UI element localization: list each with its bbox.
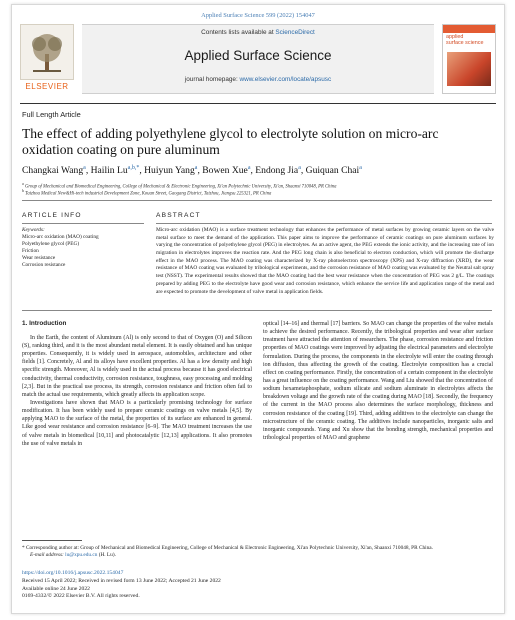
abstract-heading: ABSTRACT <box>156 212 201 219</box>
article-info-rule <box>22 223 144 224</box>
journal-masthead <box>20 24 496 102</box>
affiliation-divider <box>22 200 492 201</box>
cover-title: applied surface science <box>446 34 484 46</box>
copyright-line: 0169-4332/© 2022 Elsevier B.V. All rights reserved. <box>22 593 140 600</box>
section-heading-introduction: 1. Introduction <box>22 320 67 327</box>
journal-cover-thumbnail[interactable] <box>442 24 496 94</box>
email-note: E-mail address: lu@xpu.edu.cn (H. Lu). <box>30 552 116 559</box>
footnote-divider <box>22 540 82 541</box>
article-type: Full Length Article <box>22 110 81 119</box>
body-paragraph: Investigations have shown that MAO is a particularly promising technology for surface modification. It has been widely used to prepare ceramic coatings on valve metals [4,5]. By applying MAO to the surface of the metal, the properties of its surface are enhanced in general. Like good wear resistance and corrosion resistance [6–9]. The MAO treatment increases the use of valve metals in biomedical [10,11] and photocatalytic [12,13] applications. It also promotes the use of valve metals in <box>22 399 252 447</box>
author-email-link[interactable]: lu@xpu.edu.cn <box>65 552 98 559</box>
keyword-item[interactable]: Corrosion resistance <box>22 261 66 268</box>
keywords-block <box>22 227 142 269</box>
article-title: The effect of adding polyethylene glycol to electrolyte solution on micro-arc oxidation coating on pure aluminum <box>22 126 439 158</box>
keyword-item[interactable]: Polyethylene glycol (PEG) <box>22 240 80 247</box>
author-affiliation-marker[interactable]: a <box>83 165 86 171</box>
author-list: Changkai Wang$^a$, Hailin $Lu^{a,b,*}$, Huiyun Yang$^a$, Bowen Xue$^a$, Endong Jia$^a$, Guiquan Chai$^a$ <box>22 165 362 177</box>
available-online: Available online 24 June 2022 <box>22 585 90 592</box>
article-info-heading: ARTICLE INFO <box>22 212 82 219</box>
homepage-link[interactable]: www.elsevier.com/locate/apsusc <box>239 76 332 83</box>
journal-banner <box>82 24 434 94</box>
body-left-column <box>22 320 252 448</box>
author-name[interactable]: Bowen Xue$^a$ <box>202 165 251 177</box>
author-name[interactable]: Hailin $Lu^{a,b,*}$ <box>90 165 140 177</box>
footnotes <box>22 545 492 559</box>
cover-bar <box>443 25 495 33</box>
keyword-item[interactable]: Friction <box>22 247 39 254</box>
corresponding-author-note: * Corresponding author at: Group of Mechanical and Biomedical Engineering, College of Mechanical & Electronic Engineering, Xi'an Polytechnic University, Xi'an, Shaanxi 710048, PR China. <box>22 545 433 551</box>
keyword-item[interactable]: Micro-arc oxidation (MAO) coating <box>22 233 99 240</box>
abstract-bottom-rule <box>22 310 492 311</box>
journal-title: Applied Surface Science <box>184 48 332 63</box>
publisher-name: ELSEVIER <box>25 82 69 91</box>
body-paragraph: optical [14–16] and thermal [17] barriers. So MAO can change the properties of the valve metals to achieve the desired performance. Recently, the tribological properties and wear after surface treatment have attracted the attention of researchers. The phase, corrosion resistance and friction properties of MAO coatings were improved by adjusting the electrical parameters and electrolyte formulation. During the process, the components in the electrolyte will enter the coating through ion diffusion, thus affecting the growth of the coating. Electrolyte composition has a crucial effect on coating performance. Firstly, the concentration of a certain component in the electrolyte has a great influence on the coating performance. Wang and Liu showed that the concentration of sodium hexametaphosphate, sodium silicate and sodium aluminate in electrolytes affects the breakdown voltage and the growth rate of the coating during MAO [18]. Secondly, the frequency of the current in the MAO process also determines the surface morphology, thickness and corrosion resistance of the coating [19]. Third, adding additives to the electrolyte can change the microstructure of the ceramic coating. The additives include nanoparticles, inorganic salts and inorganic compounds. Yang and Xu show that the bonding strength, mechanical properties and tribological properties of MAO and graphene <box>263 321 493 441</box>
cover-art <box>447 52 491 86</box>
author-affiliation-marker[interactable]: a <box>247 165 251 171</box>
contents-line: Contents lists available at ScienceDirect <box>201 29 315 36</box>
affiliation-b: $^b$ Taizhou Medical New&Hi-tech industrial Development Zone, Kouan Street, Gaogang District, Taizhou, Jiangsu 225321, PR China <box>22 188 272 197</box>
body-right-column <box>263 320 493 442</box>
publisher-logo[interactable] <box>20 24 74 94</box>
author-name[interactable]: Guiquan Chai$^a$ <box>305 165 362 177</box>
journal-citation[interactable]: Applied Surface Science 599 (2022) 154047 <box>201 12 315 19</box>
author-name[interactable]: Huiyun Yang$^a$ <box>144 165 198 177</box>
author-affiliation-marker[interactable]: a <box>194 165 198 171</box>
author-affiliation-marker[interactable]: a <box>359 165 362 171</box>
keywords-label: Keywords: <box>22 227 45 233</box>
author-affiliation-marker[interactable]: a,b,* <box>127 165 140 171</box>
tree-logo-icon <box>20 24 74 80</box>
author-name[interactable]: Endong Jia$^a$ <box>255 165 301 177</box>
body-paragraph: In the Earth, the content of Aluminum (Al) is only second to that of Oxygen (O) and Silicon (S), ranking third, and it is the most abundant metal element. It is easily obtained and has unique properties. Consequently, it is widely used in aerospace, automobiles, architecture and other fields [1]. Concretely, Al and its alloys have excellent properties. Al has a low density and high specific strength. Moreover, Al is widely used in the actual process because it has good electrical conductivity, thermal conductivity, corrosion resistance, toughness, easy processing and molding [2,3]. But in the practical use process, its strength, corrosion resistance and friction often fail to match the actual use requirements, which greatly affects its application scope. <box>22 334 252 398</box>
header-divider <box>20 103 496 104</box>
journal-homepage: journal homepage: www.elsevier.com/locate/apsusc <box>184 76 332 83</box>
affiliation-a: $^a$ Group of Mechanical and Biomedical Engineering, College of Mechanical & Electronic Engineering, Xi'an Polytechnic University, Xi'an, Shaanxi 710048, PR China <box>22 181 337 190</box>
publication-meta <box>22 570 492 601</box>
abstract-rule <box>156 223 492 224</box>
document-page <box>11 4 505 614</box>
author-affiliation-marker[interactable]: a <box>298 165 301 171</box>
author-name[interactable]: Changkai Wang$^a$ <box>22 165 86 177</box>
received-dates: Received 15 April 2022; Received in revised form 13 June 2022; Accepted 21 June 2022 <box>22 577 221 584</box>
abstract-text: Micro-arc oxidation (MAO) is a surface treatment technology that enhances the performance of metal surfaces by growing ceramic layers on the valve metal surface to meet the demand of the application. This paper aims to improve the performance of ceramic coatings on pure aluminum surfaces by varying the concentration of polyethylene glycol (PEG) in electrolytes. As an active agent, the PEG extends the ionic activity, and the increasing rate of ion migration in electrolytes improves the reaction rate. And the PEG long chain is also beneficial to electron conduction, which will promote the discharge effect in the MAO process. The MAO coating was characterized by X-ray photoelectron spectroscopy (XPS) and X-ray diffraction (XRD), the wear resistance of MAO coating was evaluated by tribological experiments, and the corrosion resistance of MAO coating was evaluated by the Neutral salt spray test (NSST). The experimental results showed that the MAO coating had the best wear resistance when the concentration of PEG was 2 g/L. The coatings prepared by adding PEG to the electrolyte have good wear and corrosion resistance, which enhance the service life and application range of the metal and are expected to promote the development of valve metal in application fields. <box>156 227 494 295</box>
sciencedirect-link[interactable]: ScienceDirect <box>275 29 315 36</box>
keyword-item[interactable]: Wear resistance <box>22 254 56 261</box>
doi-link[interactable]: https://doi.org/10.1016/j.apsusc.2022.154047 <box>22 570 124 576</box>
